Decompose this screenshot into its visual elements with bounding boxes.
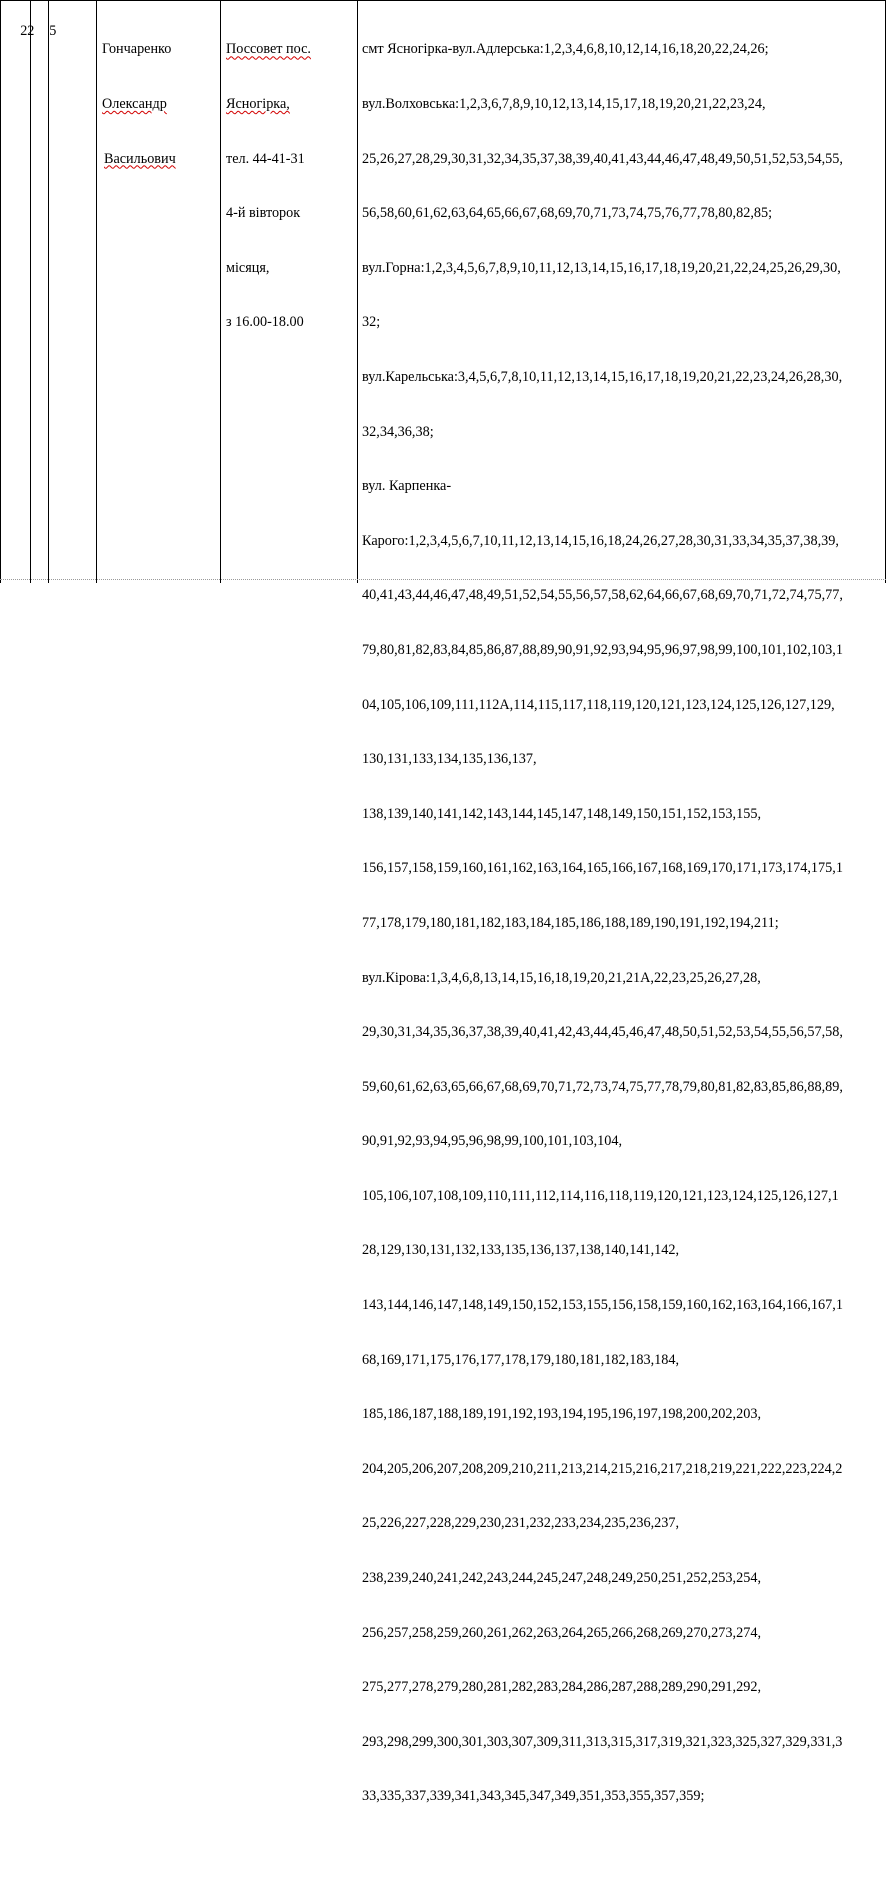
address-line: Карого:1,2,3,4,5,6,7,10,11,12,13,14,15,16,18,24,26,27,28,30,31,33,34,35,37,38,39, — [362, 532, 839, 549]
address-line: вул. Карпенка- — [362, 478, 452, 495]
row-number: 22 — [20, 23, 35, 40]
deputy-surname: Гончаренко — [102, 41, 172, 58]
address-line: 68,169,171,175,176,177,178,179,180,181,182,183,184, — [362, 1351, 680, 1368]
address-line: 04,105,106,109,111,112А,114,115,117,118,119,120,121,123,124,125,126,127,129, — [362, 696, 835, 713]
address-line: 40,41,43,44,46,47,48,49,51,52,54,55,56,57,58,62,64,66,67,68,69,70,71,72,74,75,77, — [362, 587, 843, 604]
column-divider — [357, 0, 358, 583]
address-line: 156,157,158,159,160,161,162,163,164,165,166,167,168,169,170,171,173,174,175,1 — [362, 860, 843, 877]
address-line: 105,106,107,108,109,110,111,112,114,116,118,119,120,121,123,124,125,126,127,1 — [362, 1187, 839, 1204]
addresses-cell — [362, 4, 843, 1897]
address-line: 25,26,27,28,29,30,31,32,34,35,37,38,39,40,41,43,44,46,47,48,49,50,51,52,53,54,55, — [362, 150, 843, 167]
address-line: 28,129,130,131,132,133,135,136,137,138,140,141,142, — [362, 1242, 680, 1259]
address-line: 29,30,31,34,35,36,37,38,39,40,41,42,43,44,45,46,47,48,50,51,52,53,54,55,56,57,58, — [362, 1024, 843, 1041]
reception-month: місяця, — [226, 259, 270, 276]
address-line: 90,91,92,93,94,95,96,98,99,100,101,103,104, — [362, 1133, 623, 1150]
address-line — [362, 1842, 843, 1860]
row-number-cell — [6, 4, 34, 59]
address-line: 33,335,337,339,341,343,345,347,349,351,353,355,357,359; — [362, 1788, 705, 1805]
reception-place-2: Ясногірка, — [226, 96, 290, 112]
address-line: вул.Карельська:3,4,5,6,7,8,10,11,12,13,14,15,16,17,18,19,20,21,22,23,24,26,28,30, — [362, 368, 843, 385]
deputy-first-name: Олександр — [102, 96, 167, 112]
address-line: 256,257,258,259,260,261,262,263,264,265,266,268,269,270,273,274, — [362, 1624, 761, 1641]
address-line: 59,60,61,62,63,65,66,67,68,69,70,71,72,73,74,75,77,78,79,80,81,82,83,85,86,88,89, — [362, 1078, 843, 1095]
address-line: 185,186,187,188,189,191,192,193,194,195,196,197,198,200,202,203, — [362, 1406, 761, 1423]
reception-place: Поссовет пос. — [226, 41, 311, 58]
reception-cell — [226, 4, 311, 368]
column-divider — [48, 0, 49, 583]
column-divider — [30, 0, 31, 583]
district-number-cell — [35, 4, 56, 59]
address-line: 238,239,240,241,242,243,244,245,247,248,249,250,251,252,253,254, — [362, 1570, 761, 1587]
address-line: вул.Волховська:1,2,3,6,7,8,9,10,12,13,14,15,17,18,19,20,21,22,23,24, — [362, 96, 766, 112]
address-line: 32; — [362, 314, 381, 331]
reception-phone: тел. 44-41-31 — [226, 150, 305, 167]
reception-hours: з 16.00-18.00 — [226, 314, 304, 331]
address-line: 56,58,60,61,62,63,64,65,66,67,68,69,70,71,73,74,75,76,77,78,80,82,85; — [362, 205, 773, 222]
column-divider — [220, 0, 221, 583]
column-divider — [96, 0, 97, 583]
deputy-patronymic: Васильович — [104, 150, 176, 167]
district-number: 5 — [49, 23, 57, 40]
reception-day: 4-й вівторок — [226, 205, 301, 222]
address-line: 25,226,227,228,229,230,231,232,233,234,235,236,237, — [362, 1515, 680, 1532]
address-line: вул.Кірова:1,3,4,6,8,13,14,15,16,18,19,20,21,21А,22,23,25,26,27,28, — [362, 969, 761, 986]
deputy-name-cell — [102, 4, 176, 204]
address-line: 204,205,206,207,208,209,210,211,213,214,215,216,217,218,219,221,222,223,224,2 — [362, 1460, 843, 1477]
address-line: вул.Горна:1,2,3,4,5,6,7,8,9,10,11,12,13,14,15,16,17,18,19,20,21,22,24,25,26,29,30, — [362, 259, 841, 276]
address-line: 130,131,133,134,135,136,137, — [362, 751, 537, 768]
address-line: смт Ясногірка-вул.Адлерська:1,2,3,4,6,8,10,12,14,16,18,20,22,24,26; — [362, 41, 769, 58]
table-left-border — [0, 0, 1, 583]
address-line: 143,144,146,147,148,149,150,152,153,155,156,158,159,160,162,163,164,166,167,1 — [362, 1297, 843, 1314]
address-line: 32,34,36,38; — [362, 423, 434, 440]
address-line: 293,298,299,300,301,303,307,309,311,313,315,317,319,321,323,325,327,329,331,3 — [362, 1733, 843, 1750]
address-line: 79,80,81,82,83,84,85,86,87,88,89,90,91,92,93,94,95,96,97,98,99,100,101,102,103,1 — [362, 641, 843, 658]
table-top-border — [0, 0, 886, 1]
address-line: 77,178,179,180,181,182,183,184,185,186,188,189,190,191,192,194,211; — [362, 914, 779, 931]
address-line: 138,139,140,141,142,143,144,145,147,148,149,150,151,152,153,155, — [362, 805, 761, 822]
address-line: 275,277,278,279,280,281,282,283,284,286,287,288,289,290,291,292, — [362, 1679, 761, 1696]
